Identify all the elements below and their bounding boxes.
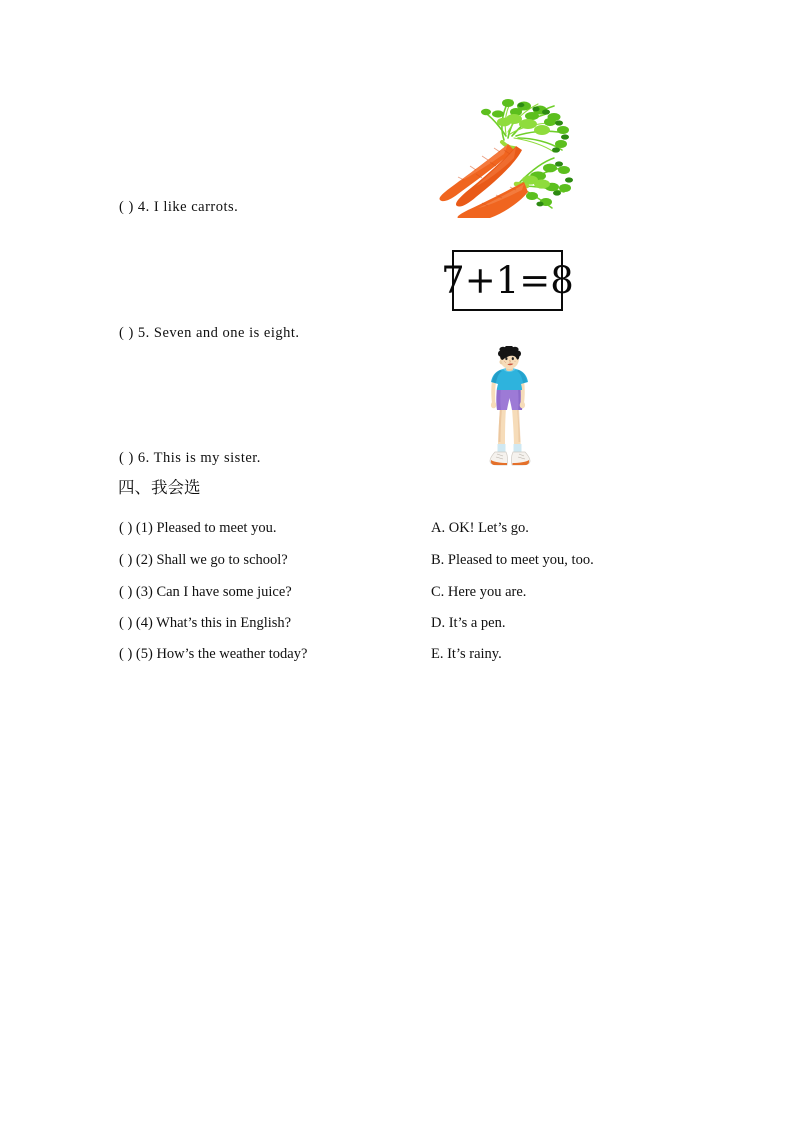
choice-option-a[interactable] [431, 521, 529, 536]
true-false-item-4 [119, 200, 238, 215]
choice-option-b[interactable] [431, 553, 594, 568]
choice-question-3[interactable] [119, 585, 292, 600]
choice-option-d-text: D. It’s a pen. [431, 615, 506, 631]
equation-box [441, 250, 574, 311]
true-false-item-5 [119, 326, 300, 341]
choice-question-2[interactable] [119, 553, 288, 568]
section-heading-choice: 四、我会选 [118, 478, 201, 497]
true-false-item-6 [119, 451, 261, 466]
choice-question-4-text: ( ) (4) What’s this in English? [119, 615, 292, 631]
choice-question-1-text: ( ) (1) Pleased to meet you. [119, 520, 277, 536]
choice-question-5-text: ( ) (5) How’s the weather today? [119, 646, 308, 662]
carrots-clipart [428, 92, 594, 218]
choice-question-1[interactable] [119, 521, 276, 536]
choice-option-c[interactable] [431, 585, 526, 600]
answer-blank-4[interactable]: ( ) 4. I like carrots. [119, 199, 239, 215]
choice-option-b-text: B. Pleased to meet you, too. [431, 552, 594, 568]
choice-option-c-text: C. Here you are. [431, 584, 527, 600]
carrots-figure-description [594, 92, 595, 93]
boy-figure-description [535, 346, 536, 347]
choice-question-5[interactable] [119, 647, 307, 662]
choice-option-e-text: E. It’s rainy. [431, 646, 502, 662]
boy-clipart [481, 346, 535, 468]
equation-text: 7+1=8 [441, 258, 574, 302]
choice-question-3-text: ( ) (3) Can I have some juice? [119, 584, 292, 600]
answer-blank-5[interactable]: ( ) 5. Seven and one is eight. [119, 325, 300, 341]
choice-option-a-text: A. OK! Let’s go. [431, 520, 529, 536]
answer-blank-6[interactable]: ( ) 6. This is my sister. [119, 450, 261, 466]
choice-question-2-text: ( ) (2) Shall we go to school? [119, 552, 288, 568]
choice-option-e[interactable] [431, 647, 502, 662]
choice-question-4[interactable] [119, 616, 291, 631]
choice-option-d[interactable] [431, 616, 506, 631]
